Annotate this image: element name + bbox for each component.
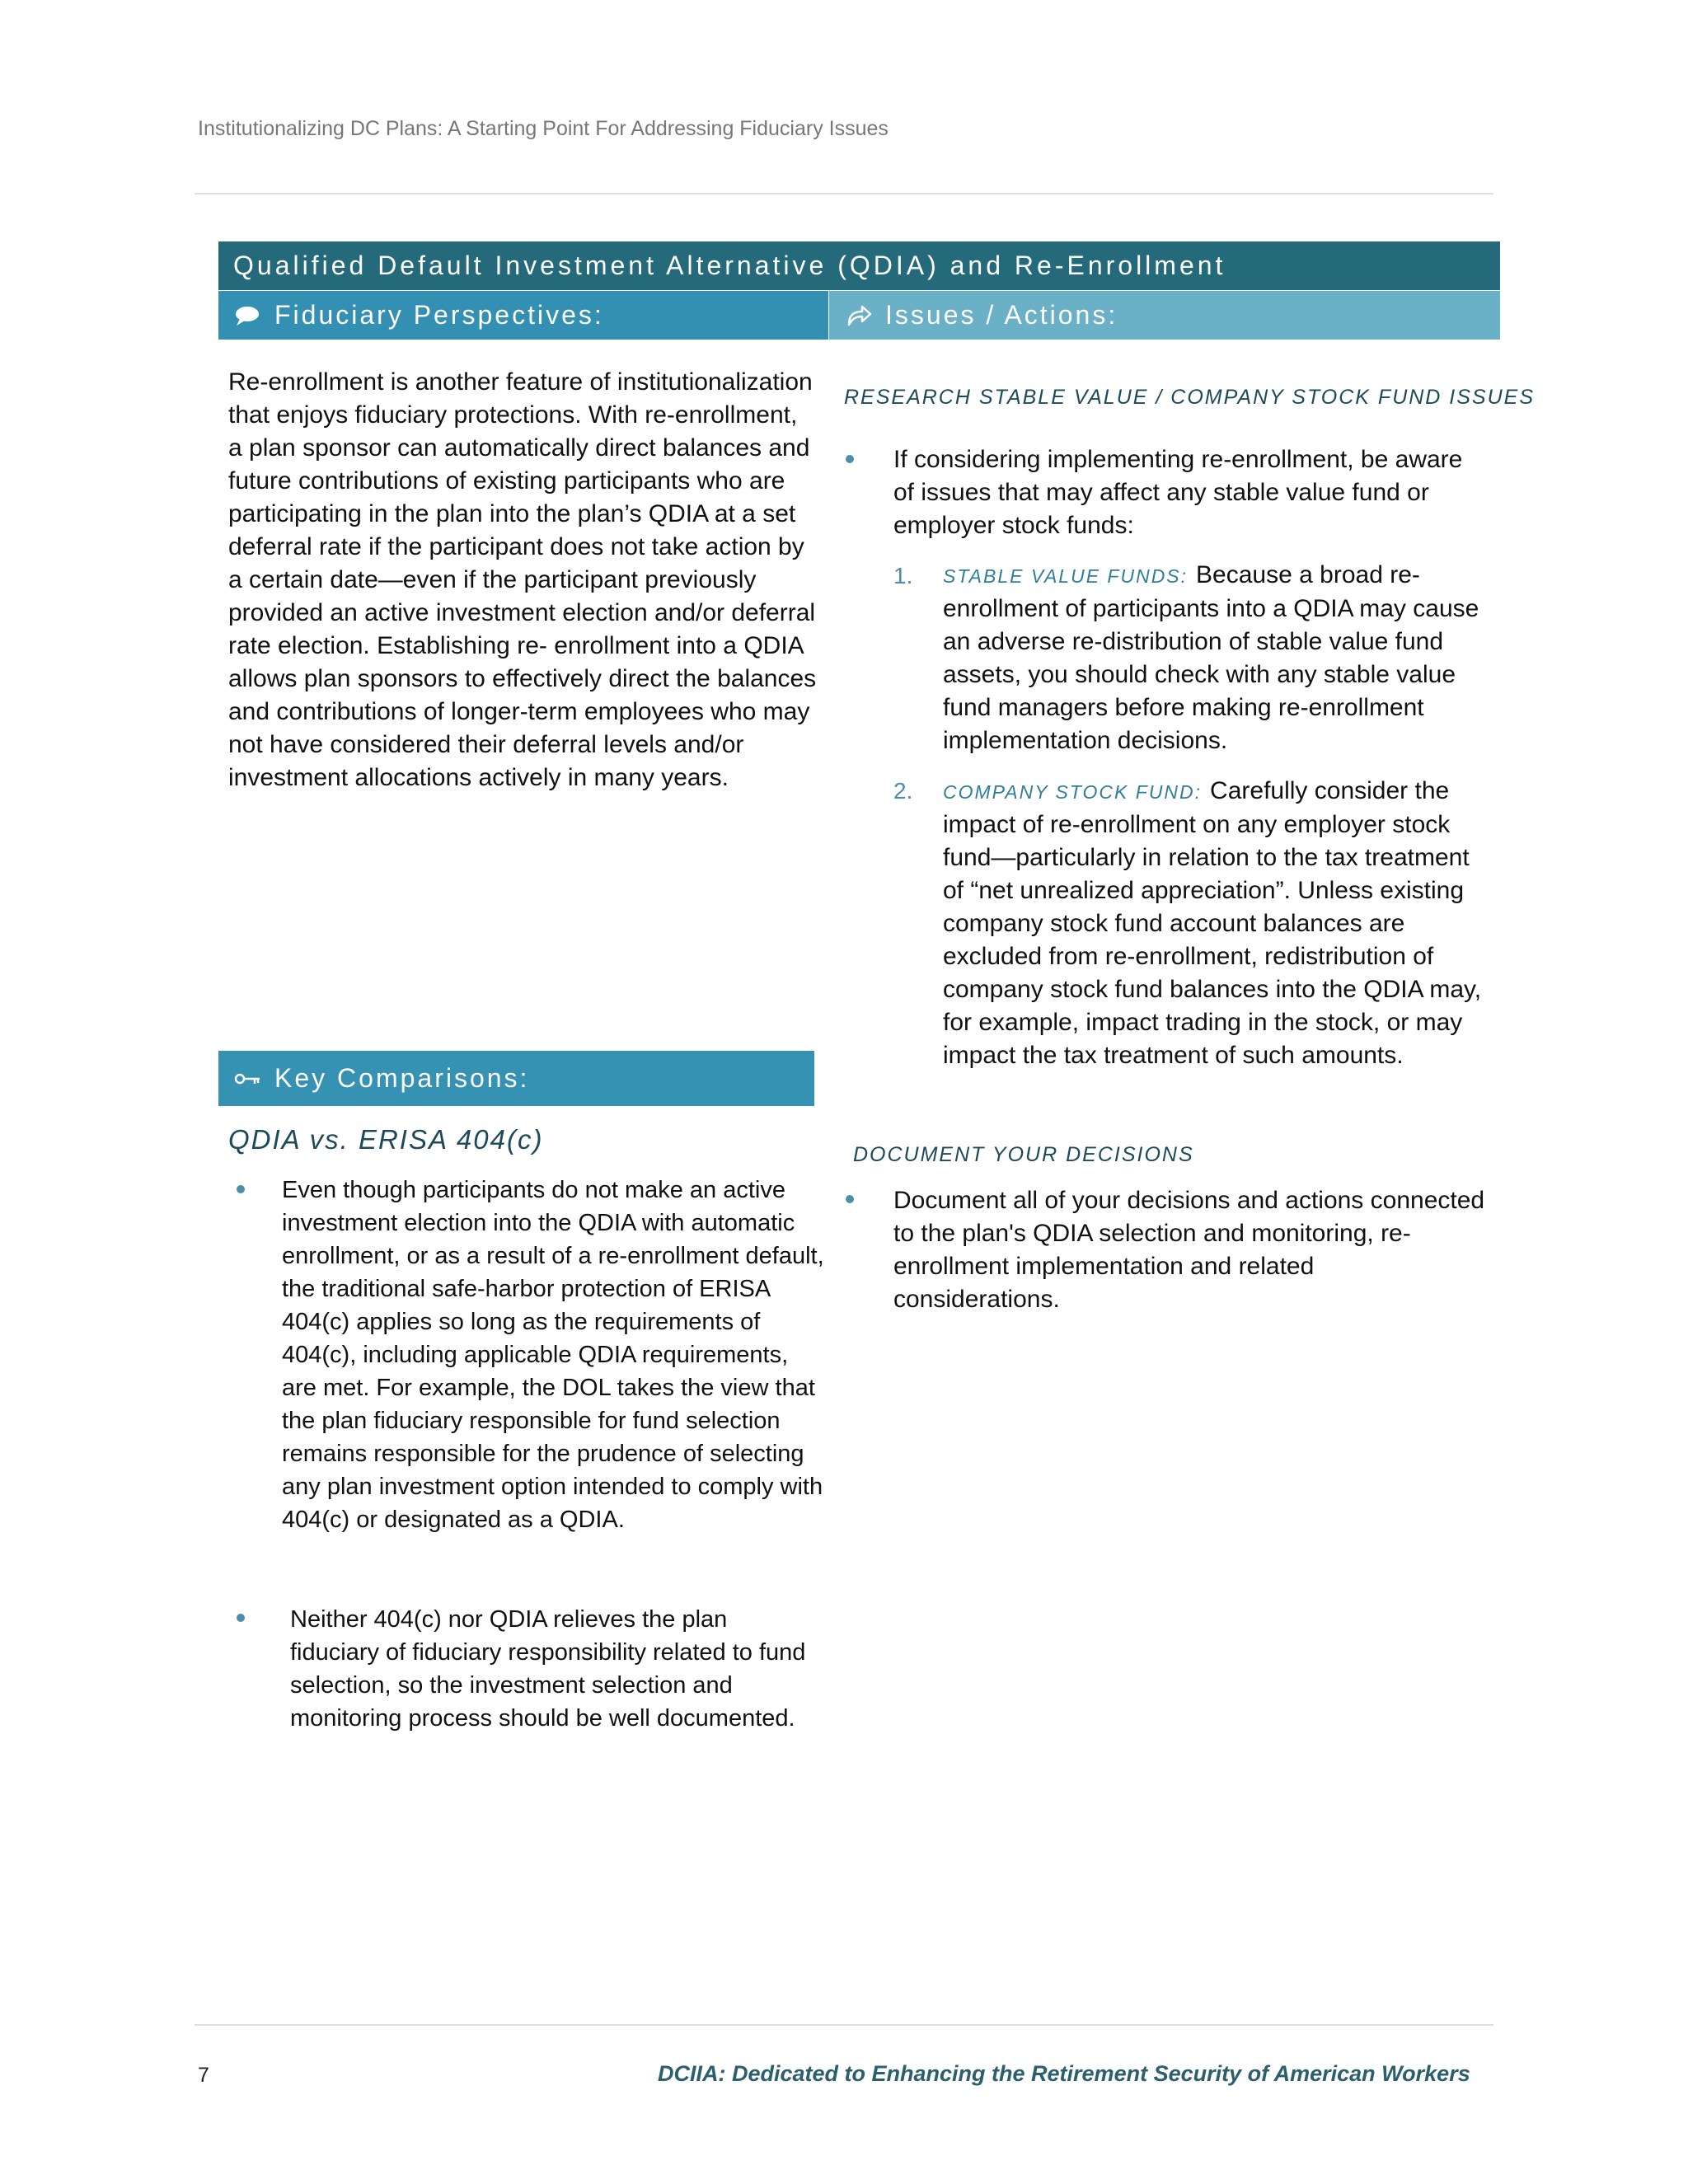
- section-banner: [218, 241, 1500, 290]
- company-stock-item: [943, 775, 1495, 1072]
- header-divider: [195, 193, 1493, 194]
- comparison-bullet-text: Even though participants do not make an active investment election into the QDIA with automatic enrollment, or as a result of a re-enrollment default, the traditional safe-harbor protection of ERISA 404(c) applies so long as the requirements of 404(c), including applicable QDIA requirements, are met. For example, the DOL takes the view that the plan fiduciary responsible for fund selection remains responsible for the prudence of selecting any plan investment option intended to comply with 404(c) or designated as a QDIA.: [282, 1177, 824, 1533]
- fiduciary-perspectives-header: [218, 291, 828, 340]
- bullet-dot-icon: [846, 1195, 854, 1203]
- bullet-dot-icon: [237, 1185, 245, 1193]
- item-text: Carefully consider the impact of re-enrollment on any employer stock fund—particularly in relation to the tax treatment of “net unrealized appreciation”. Unless existing company stock fund account balances are excluded from re-enrollment, redistribution of company stock fund balances into the QDIA may, for example, impact trading in the stock, or may impact the tax treatment of such amounts.: [943, 777, 1482, 1069]
- footer-tagline: DCIIA: Dedicated to Enhancing the Retirement Security of American Workers: [658, 2061, 1470, 2086]
- running-header: Institutionalizing DC Plans: A Starting Point For Addressing Fiduciary Issues: [198, 117, 889, 140]
- key-comparisons-header: [218, 1051, 814, 1106]
- bullet-dot-icon: [237, 1614, 245, 1622]
- issues-heading: Issues / Actions:: [885, 300, 1118, 330]
- bullet-dot-icon: [846, 455, 854, 463]
- key-icon: [233, 1066, 261, 1091]
- share-arrow-icon: [844, 303, 872, 328]
- item-lead: STABLE VALUE FUNDS:: [943, 565, 1189, 587]
- item-lead: COMPANY STOCK FUND:: [943, 781, 1203, 803]
- item-text: Because a broad re-enrollment of participants into a QDIA may cause an adverse re-distribution of stable value fund assets, you should check with any stable value fund managers before making re-enrollment implementation decisions.: [943, 561, 1479, 754]
- item-number: 1.: [893, 563, 913, 588]
- key-comparisons-heading: Key Comparisons:: [274, 1063, 530, 1093]
- document-section-title: DOCUMENT YOUR DECISIONS: [853, 1143, 1194, 1166]
- comparison-bullet-text: Neither 404(c) nor QDIA relieves the plan fiduciary of fiduciary responsibility related to fund selection, so the investment selection and monitoring process should be well documented.: [290, 1606, 806, 1732]
- footer-divider: [195, 2024, 1493, 2026]
- page-number: 7: [198, 2064, 209, 2087]
- comparison-subtitle: QDIA vs. ERISA 404(c): [228, 1124, 544, 1155]
- issues-actions-header: [829, 291, 1500, 340]
- fiduciary-heading: Fiduciary Perspectives:: [274, 300, 604, 330]
- item-number: 2.: [893, 778, 913, 804]
- banner-title: Qualified Default Investment Alternative (QDIA) and Re-Enrollment: [233, 251, 1226, 280]
- fiduciary-paragraph: Re-enrollment is another feature of institutionalization that enjoys fiduciary protections. With re-enrollment, a plan sponsor can automatically direct balances and future contributions of existing participants who are participating in the plan into the plan’s QDIA at a set deferral rate if the participant does not take action by a certain date—even if the participant previously provided an active investment election and/or deferral rate election. Establishing re- enrollment into a QDIA allows plan sponsors to effectively direct the balances and contributions of longer-term employees who may not have considered their deferral levels and/or investment allocations actively in many years.: [228, 368, 817, 791]
- stable-value-item: [943, 559, 1495, 757]
- speech-bubble-icon: [233, 303, 261, 328]
- document-bullet-text: Document all of your decisions and actions connected to the plan's QDIA selection and monitoring, re-enrollment implementation and related considerations.: [893, 1187, 1485, 1313]
- research-bullet-text: If considering implementing re-enrollment, be aware of issues that may affect any stable value fund or employer stock funds:: [893, 446, 1463, 539]
- research-section-title: RESEARCH STABLE VALUE / COMPANY STOCK FUND ISSUES: [844, 386, 1536, 409]
